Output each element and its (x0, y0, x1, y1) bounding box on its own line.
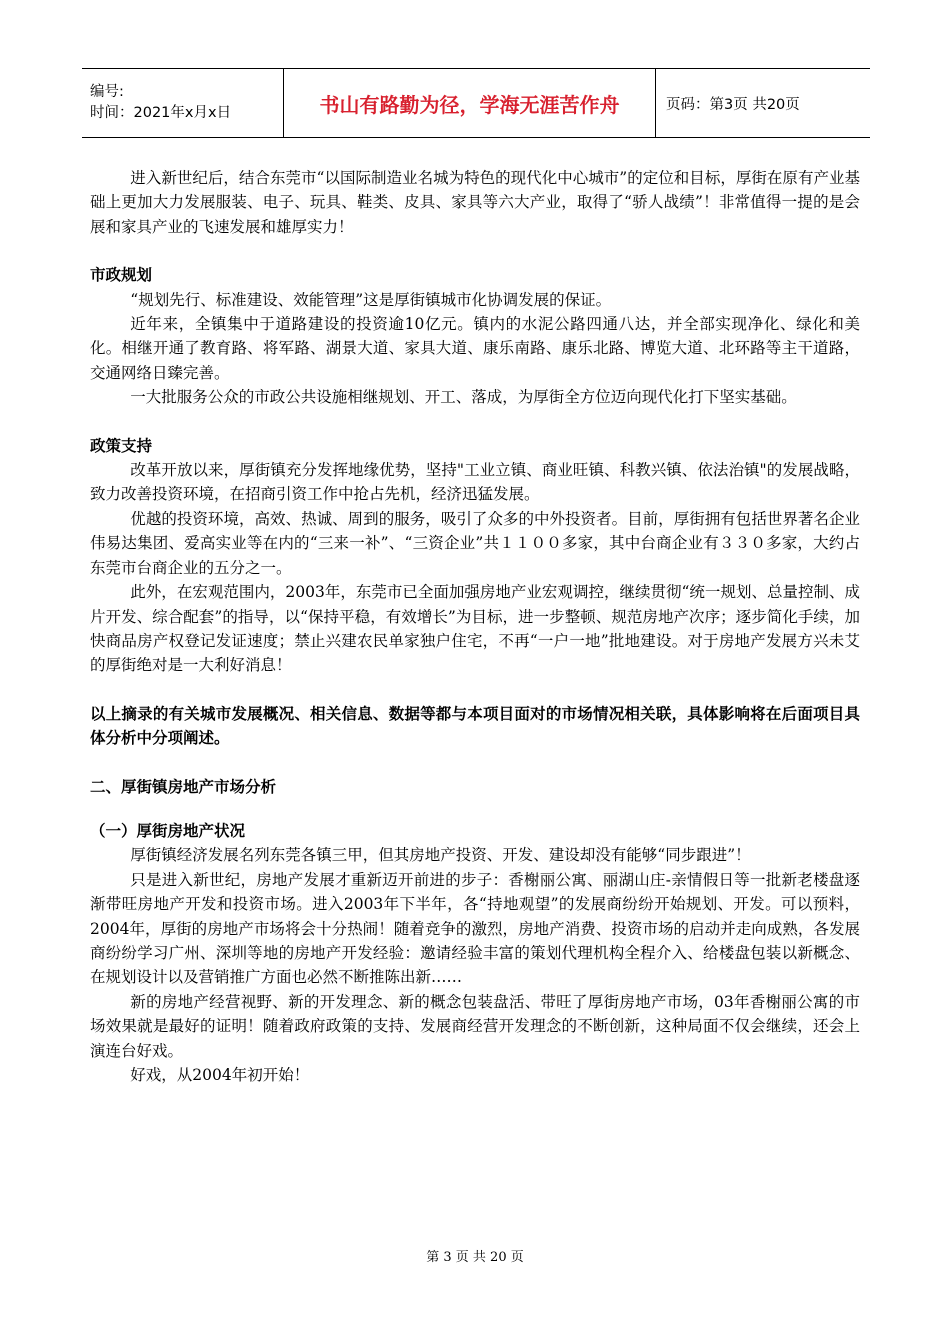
intro-paragraph: 进入新世纪后，结合东莞市“以国际制造业名城为特色的现代化中心城市”的定位和目标，厚街在原有产业基础上更加大力发展服装、电子、玩具、鞋类、皮具、家具等六大产业，取得了“骄人战绩”！非常值得一提的是会展和家具产业的飞速发展和雄厚实力！ (90, 169, 860, 236)
municipal-paragraph: 近年来，全镇集中于道路建设的投资逾10亿元。镇内的水泥公路四通八达，并全部实现净化、绿化和美化。相继开通了教育路、将军路、湖景大道、家具大道、康乐南路、康乐北路、博览大道、北环路等主干道路，交通网络日臻完善。 (90, 315, 860, 382)
municipal-heading: 市政规划 (90, 266, 153, 285)
policy-heading: 政策支持 (90, 436, 153, 455)
page-header (82, 68, 870, 138)
section-2-paragraph: 新的房地产经营视野、新的开发理念、新的概念包装盘活、带旺了厚街房地产市场，03年香榭丽公寓的市场效果就是最好的证明！随着政府政策的支持、发展商经营开发理念的不断创新，这种局面不仅会继续，还会上演连台好戏。 (90, 992, 860, 1060)
section-2-subheading: （一）厚街房地产状况 (90, 821, 246, 840)
policy-paragraph: 优越的投资环境，高效、热诚、周到的服务，吸引了众多的中外投资者。目前，厚街拥有包括世界著名企业伟易达集团、爱高实业等在内的“三来一补”、“三资企业”共１１００多家，其中台商企业有３３０多家，大约占东莞市台商企业的五分之一。 (90, 509, 860, 577)
section-2-paragraph: 只是进入新世纪，房地产发展才重新迈开前进的步子：香榭丽公寓、丽湖山庄-亲情假日等一批新老楼盘逐渐带旺房地产开发和投资市场。进入2003年下半年，各“持地观望”的发展商纷纷开始规划、开发。可以预料，2004年，厚街的房地产市场将会十分热闹！随着竞争的激烈，房地产消费、投资市场的启动并走向成熟，各发展商纷纷学习广州、深圳等地的房地产开发经验：邀请经验丰富的策划代理机构全程介入、给楼盘包装以新概念、在规划设计以及营销推广方面也必然不断推陈出新…… (90, 870, 860, 987)
page-footer: 第 3 页 共 20 页 (426, 1250, 524, 1265)
policy-paragraph: 改革开放以来，厚街镇充分发挥地缘优势，坚持"工业立镇、商业旺镇、科教兴镇、依法治镇"的发展战略，致力改善投资环境，在招商引资工作中抢占先机，经济迅猛发展。 (90, 461, 860, 504)
municipal-paragraph: 一大批服务公众的市政公共设施相继规划、开工、落成，为厚街全方位迈向现代化打下坚实基础。 (130, 388, 797, 407)
header-motto: 书山有路勤为径，学海无涯苦作舟 (284, 69, 656, 137)
header-meta (82, 69, 284, 137)
document-number-label: 编号: (90, 84, 124, 100)
summary-statement: 以上摘录的有关城市发展概况、相关信息、数据等都与本项目面对的市场情况相关联，具体影响将在后面项目具体分析中分项阐述。 (90, 704, 860, 748)
policy-paragraph: 此外，在宏观范围内，2003年，东莞市已全面加强房地产业宏观调控，继续贯彻“统一规划、总量控制、成片开发、综合配套”的指导，以“保持平稳，有效增长”为目标，进一步整顿、规范房地产次序；逐步简化手续，加快商品房产权登记发证速度；禁止兴建农民单家独户住宅，不再“一户一地”批地建设。对于房地产发展方兴未艾的厚街绝对是一大利好消息！ (90, 583, 860, 675)
header-page-number: 页码：第3页 共20页 (666, 96, 800, 113)
section-2-heading: 二、厚街镇房地产市场分析 (90, 777, 277, 796)
document-body (90, 166, 860, 1087)
section-2-paragraph: 厚街镇经济发展名列东莞各镇三甲，但其房地产投资、开发、建设却没有能够“同步跟进”！ (130, 846, 751, 865)
municipal-paragraph: “规划先行、标准建设、效能管理”这是厚街镇城市化协调发展的保证。 (130, 290, 612, 309)
section-2-paragraph: 好戏，从2004年初开始！ (130, 1066, 310, 1084)
document-time-label: 时间：2021年x月x日 (90, 105, 232, 121)
